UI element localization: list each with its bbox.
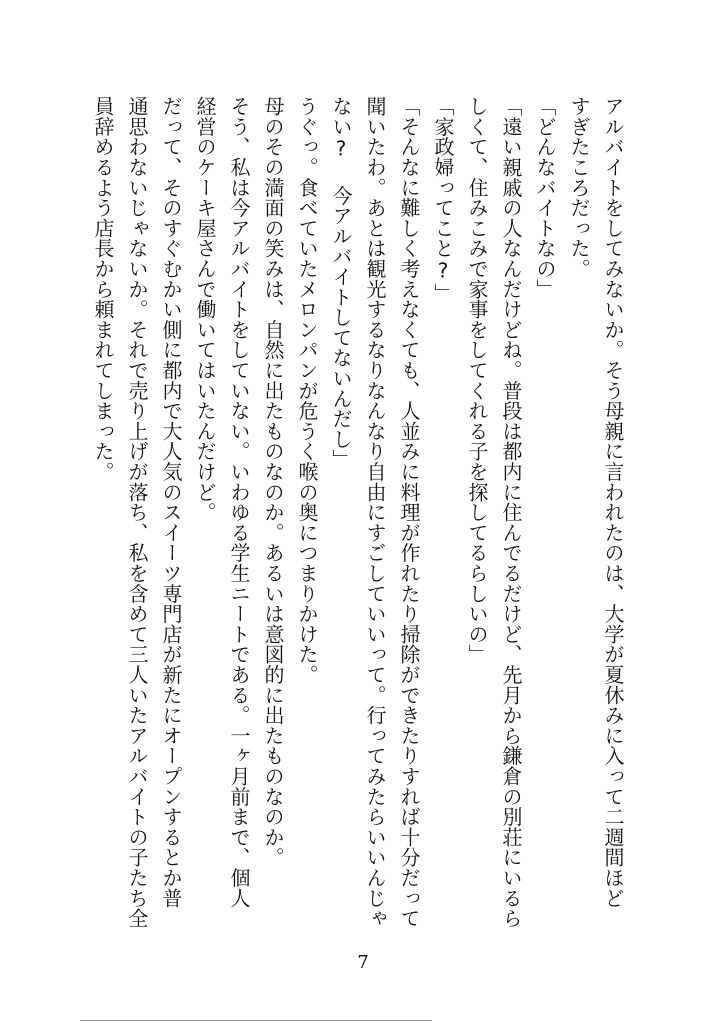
text-line: だって、そのすぐむかい側に都内で大人気のスイーツ専門店が新たにオープンするとか普 xyxy=(159,96,183,908)
text-line: すぎたころだった。 xyxy=(567,96,591,279)
text-line: 経営のケーキ屋さんで働いてはいたんだけど。 xyxy=(193,96,217,523)
text-line: 「そんなに難しく考えなくても、人並みに料理が作れたり掃除ができたりすれば十分だって xyxy=(397,96,421,929)
text-line: 聞いたわ。あとは観光するなりなんなり自由にすごしていいって。行ってみたらいいんじゃ xyxy=(363,96,387,929)
text-line: 員辞めるよう店長から頼まれてしまった。 xyxy=(91,96,115,482)
text-line: ない? 今アルバイトしてないんだし」 xyxy=(329,96,353,470)
text-line: 母のその満面の笑みは、自然に出たものなのか。あるいは意図的に出たものなのか。 xyxy=(261,96,285,868)
text-line: アルバイトをしてみないか。そう母親に言われたのは、大学が夏休みに入って二週間ほど xyxy=(601,96,625,908)
page-number: 7 xyxy=(357,952,369,973)
text-line: うぐっ。食べていたメロンパンが危うく喉の奥につまりかけた。 xyxy=(295,96,319,685)
text-line: 通思わないじゃないか。それで売り上げが落ち、私を含めて三人いたアルバイトの子たち全 xyxy=(125,96,149,929)
vertical-text-body xyxy=(86,96,630,941)
text-line: しくて、住みこみで家事をしてくれる子を探してるらしいの」 xyxy=(465,96,489,665)
footer-divider xyxy=(80,1020,432,1021)
text-line: 「家政婦ってこと?」 xyxy=(431,96,455,303)
text-line: そう、私は今アルバイトをしていない。いわゆる学生ニートである。一ヶ月前まで、個人 xyxy=(227,96,251,908)
text-line: 「遠い親戚の人なんだけどね。普段は都内に住んでるだけど、先月から鎌倉の別荘にいるら xyxy=(499,96,523,929)
text-line: 「どんなバイトなの」 xyxy=(533,96,557,299)
